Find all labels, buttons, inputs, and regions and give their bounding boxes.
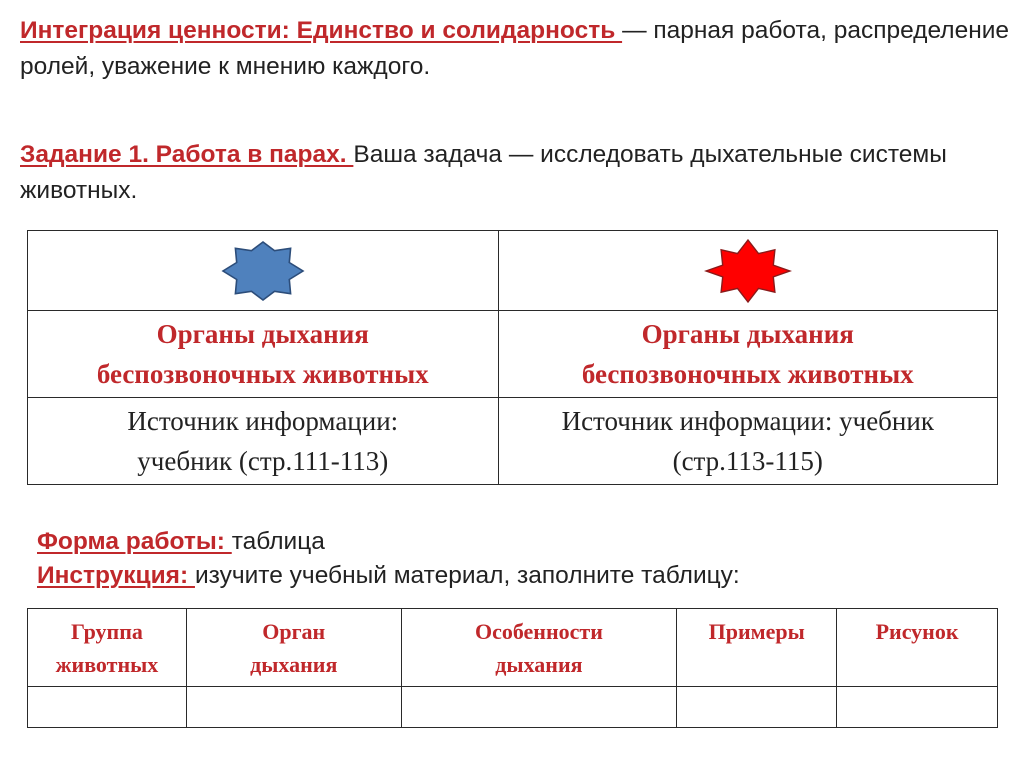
topic-right-line1: Органы дыхания — [641, 319, 854, 349]
topic-cell-left — [28, 311, 499, 398]
empty-cell — [28, 687, 187, 728]
source-left-line1: Источник информации: — [127, 406, 399, 436]
topic-left-line1: Органы дыхания — [156, 319, 369, 349]
red-star-shape — [706, 240, 790, 302]
header-examples: Примеры — [677, 609, 837, 687]
topic-left-line2: беспозвоночных животных — [96, 359, 429, 389]
blue-star-shape — [223, 242, 303, 300]
topic-right-line2: беспозвоночных животных — [581, 359, 914, 389]
source-right-line1: Источник информации: учебник — [561, 406, 934, 436]
topic-row — [28, 311, 998, 398]
form-text: таблица — [231, 528, 325, 555]
star-cell-right — [498, 231, 997, 311]
star-cell-left — [28, 231, 499, 311]
task-paragraph — [20, 137, 1010, 209]
intro-text: — парная работа, распределение ролей, уважение к мнению каждого. — [20, 17, 1010, 80]
header-respiratory-organ: Орган дыхания — [186, 609, 401, 687]
source-row — [28, 398, 998, 485]
work-instructions — [37, 525, 1024, 593]
source-cell-left — [28, 398, 499, 485]
fill-table-empty-row — [28, 687, 998, 728]
source-left-line2: учебник (стр.111-113) — [137, 446, 389, 476]
header-drawing: Рисунок — [837, 609, 998, 687]
form-label: Форма работы: — [37, 528, 232, 555]
fill-in-table — [27, 608, 998, 728]
empty-cell — [677, 687, 837, 728]
intro-paragraph — [20, 13, 1010, 85]
header-animal-group: Группа животных — [28, 609, 187, 687]
fill-table-header-row — [28, 609, 998, 687]
intro-heading: Интеграция ценности: Единство и солидарность — [20, 17, 623, 44]
task-heading: Задание 1. Работа в парах. — [20, 141, 354, 168]
empty-cell — [837, 687, 998, 728]
topic-cell-right — [498, 311, 997, 398]
empty-cell — [186, 687, 401, 728]
header-breathing-features: Особенности дыхания — [401, 609, 677, 687]
source-cell-right — [498, 398, 997, 485]
star-row — [28, 231, 998, 311]
instruction-label: Инструкция: — [37, 562, 195, 589]
blue-star-icon — [220, 239, 306, 303]
empty-cell — [401, 687, 677, 728]
research-assignment-table — [27, 230, 998, 485]
source-right-line2: (стр.113-115) — [672, 446, 823, 476]
instruction-text: изучите учебный материал, заполните таблицу: — [194, 562, 740, 589]
task-text: Ваша задача — исследовать дыхательные системы животных. — [20, 141, 947, 204]
red-star-icon — [704, 238, 792, 304]
